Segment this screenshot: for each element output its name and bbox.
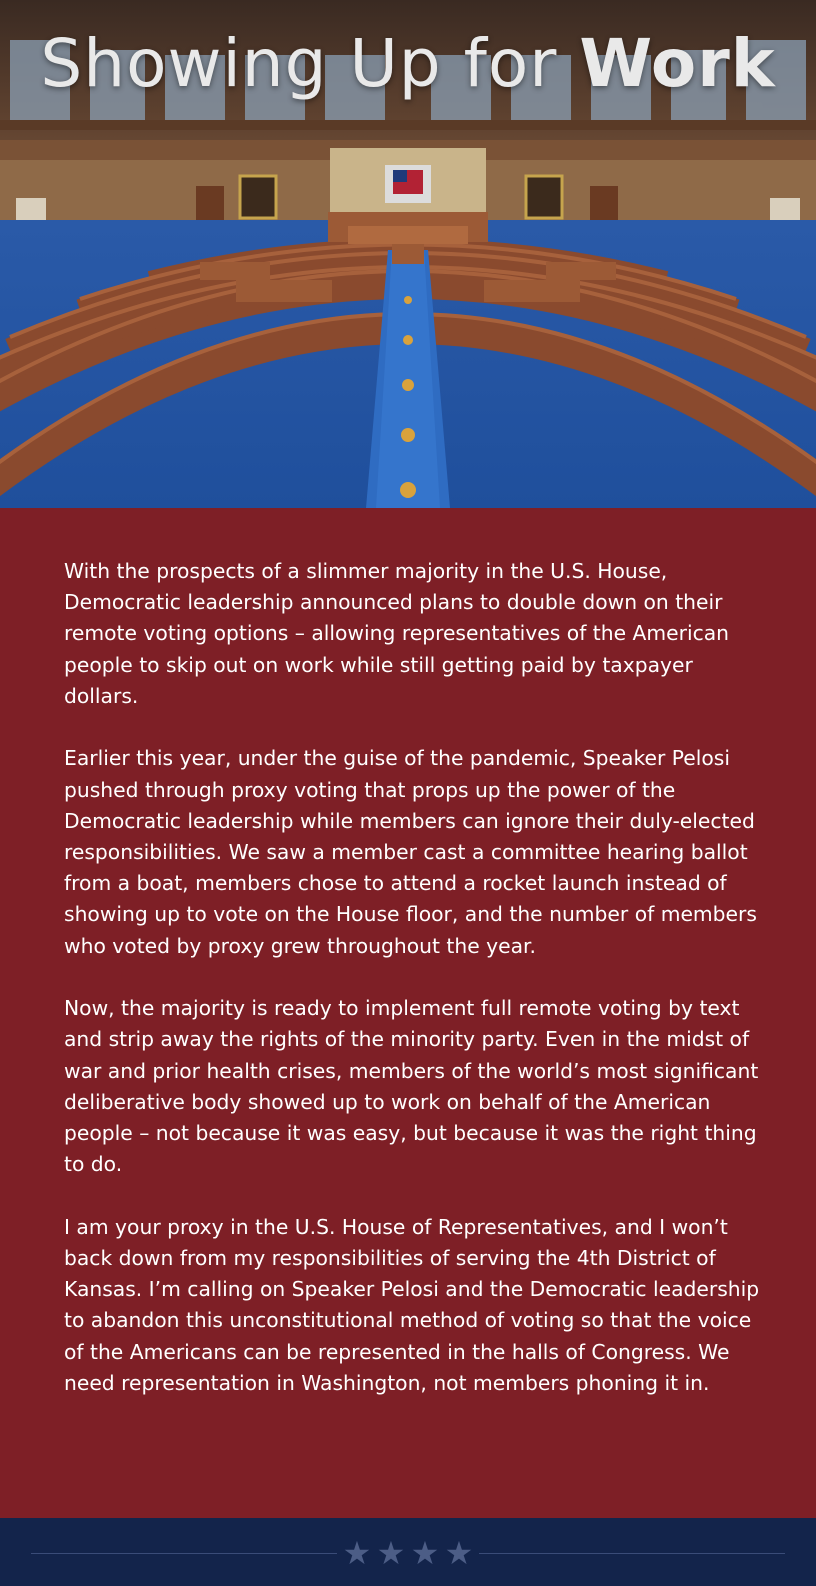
paragraph: I am your proxy in the U.S. House of Representatives, and I won’t back down from my responsibilities of serving the 4th District of Kansas. I’m calling on Speaker Pelosi and the Democratic leadership to abandon this unconstitutional method of voting so that the voice of the Americans can be represented in the halls of Congress. We need representation in Washington, not members phoning it in. xyxy=(64,1214,760,1395)
article-body xyxy=(64,556,764,1430)
star-icon: ★ xyxy=(342,1534,372,1572)
page-title xyxy=(0,24,816,104)
footer xyxy=(0,1518,816,1586)
star-icon: ★ xyxy=(376,1534,406,1572)
title-light-part: Showing Up for xyxy=(40,25,558,102)
title-bold-part: Work xyxy=(579,25,776,102)
star-icon: ★ xyxy=(410,1534,440,1572)
paragraph: With the prospects of a slimmer majority in the U.S. House, Democratic leadership announced plans to double down on their remote voting options – allowing representatives of the American people to skip out on work while still getting paid by taxpayer dollars. xyxy=(64,559,730,708)
paragraph: Earlier this year, under the guise of the pandemic, Speaker Pelosi pushed through proxy voting that props up the power of the Democratic leadership while members can ignore their duly-elected responsibilities. We saw a member cast a committee hearing ballot from a boat, members chose to attend a rocket launch instead of showing up to vote on the House floor, and the number of members who voted by proxy grew throughout the year. xyxy=(64,746,757,958)
hero-banner xyxy=(0,0,816,508)
star-icon: ★ xyxy=(444,1534,474,1572)
footer-divider-left xyxy=(31,1553,337,1554)
footer-divider-right xyxy=(479,1553,785,1554)
footer-stars xyxy=(340,1536,476,1570)
paragraph: Now, the majority is ready to implement full remote voting by text and strip away the rights of the minority party. Even in the midst of war and prior health crises, members of the world’s most significant deliberative body showed up to work on behalf of the American people – not because it was easy, but because it was the right thing to do. xyxy=(64,996,759,1177)
